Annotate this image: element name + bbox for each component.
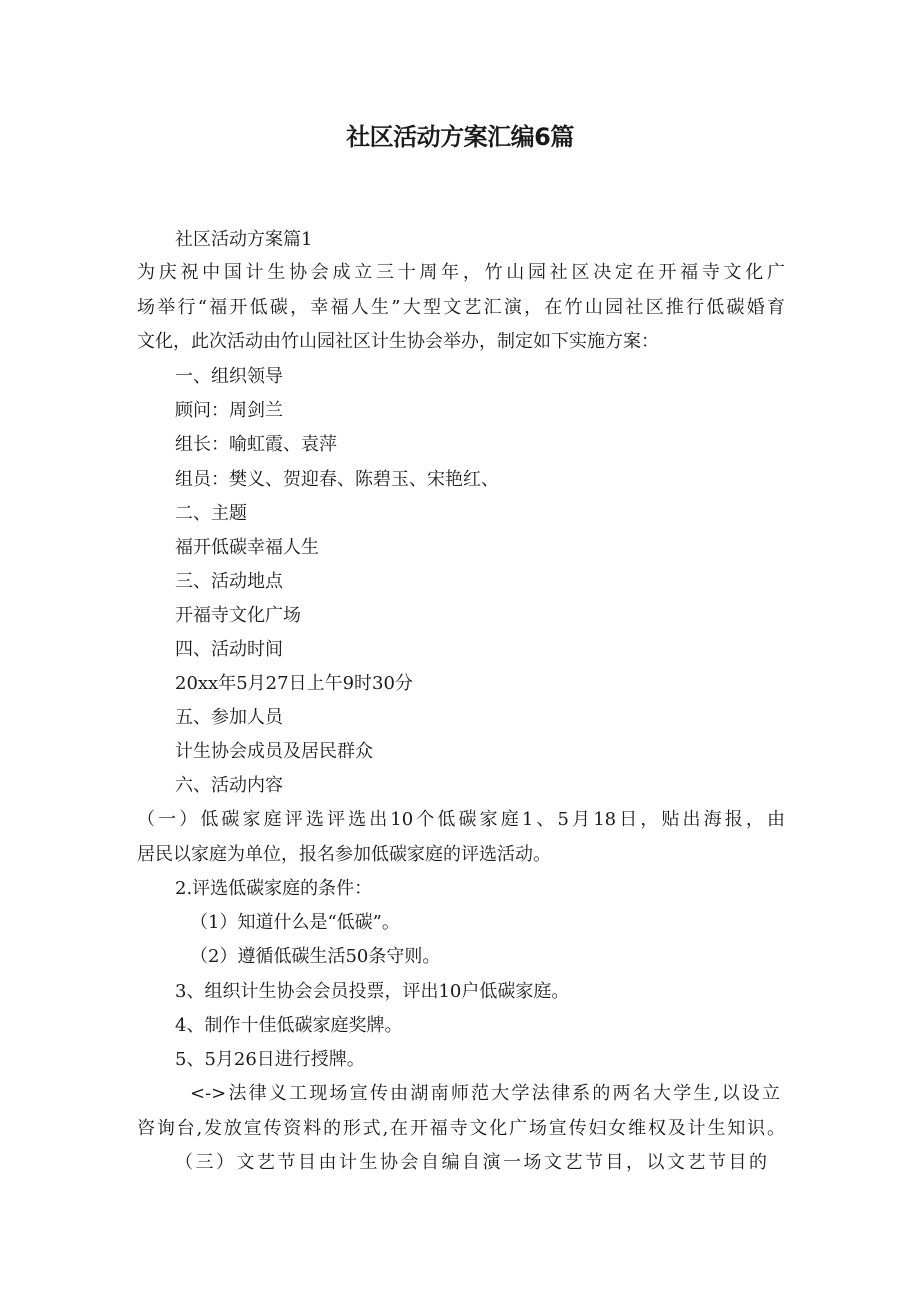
list-item: 3、组织计生协会会员投票，评出10户低碳家庭。 [175,981,570,1002]
heading-location: 三、活动地点 [175,571,283,592]
paragraph-line: （一）低碳家庭评选评选出10个低碳家庭1、5月18日，贴出海报，由 [137,809,785,830]
time-text: 20xx年5月27日上午9时30分 [175,673,413,694]
list-item: 4、制作十佳低碳家庭奖牌。 [175,1015,403,1036]
participants-text: 计生协会成员及居民群众 [175,741,373,762]
heading-content: 六、活动内容 [175,775,283,796]
list-item: （2）遵循低碳生活50条守则。 [190,946,441,967]
leader-line: 组长：喻虹霞、袁萍 [175,434,337,455]
section-heading: 社区活动方案篇1 [175,229,313,250]
list-item: 2.评选低碳家庭的条件： [175,878,373,899]
theme-text: 福开低碳幸福人生 [175,537,319,558]
advisor-line: 顾问：周剑兰 [175,400,283,421]
paragraph-line: <->法律义工现场宣传由湖南师范大学法律系的两名大学生,以设立 [190,1083,780,1104]
paragraph-line: 场举行“福开低碳，幸福人生”大型文艺汇演，在竹山园社区推行低碳婚育 [137,297,785,318]
members-line: 组员：樊义、贺迎春、陈碧玉、宋艳红、 [175,469,499,490]
location-text: 开福寺文化广场 [175,605,301,626]
paragraph-line: 为庆祝中国计生协会成立三十周年，竹山园社区决定在开福寺文化广 [137,262,785,283]
list-item: 5、5月26日进行授牌。 [175,1049,365,1070]
paragraph-line: 咨询台,发放宣传资料的形式,在开福寺文化广场宣传妇女维权及计生知识。 [137,1118,785,1139]
heading-time: 四、活动时间 [175,639,283,660]
heading-organization: 一、组织领导 [175,366,283,387]
paragraph-line: 文化，此次活动由竹山园社区计生协会举办，制定如下实施方案： [137,331,659,352]
paragraph-line: （三）文艺节目由计生协会自编自演一场文艺节目，以文艺节目的 [175,1152,767,1173]
list-item: （1）知道什么是“低碳”。 [190,912,400,933]
heading-participants: 五、参加人员 [175,707,283,728]
document-title: 社区活动方案汇编6篇 [346,123,574,151]
heading-theme: 二、主题 [175,503,247,524]
paragraph-line: 居民以家庭为单位，报名参加低碳家庭的评选活动。 [137,844,551,865]
